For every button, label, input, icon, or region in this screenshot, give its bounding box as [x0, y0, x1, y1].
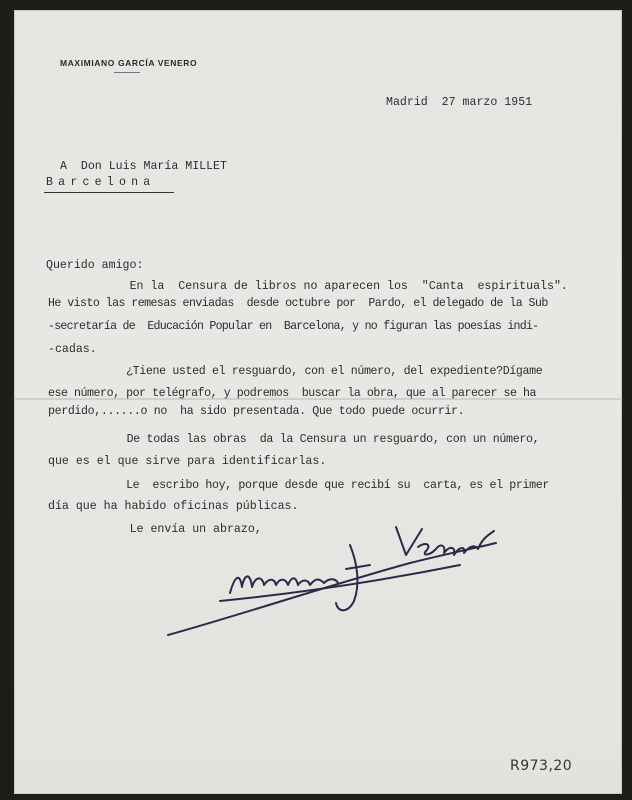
body-line: De todas las obras da la Censura un resguardo, con un número, [60, 433, 540, 446]
body-line: Le envía un abrazo, [60, 523, 262, 536]
body-line: Le escribo hoy, porque desde que recibí su carta, es el primer [60, 479, 549, 492]
letter-paper [14, 10, 622, 794]
salutation: Querido amigo: [46, 259, 144, 272]
body-line: -cadas. [48, 343, 97, 356]
body-line: ¿Tiene usted el resguardo, con el número, del expediente?Dígame [60, 365, 543, 378]
body-line: ese número, por telégrafo, y podremos buscar la obra, que al parecer se ha [48, 387, 537, 400]
place-date: Madrid 27 marzo 1951 [386, 96, 533, 109]
body-line: He visto las remesas enviadas desde octubre por Pardo, el delegado de la Sub [48, 297, 548, 310]
body-line: que es el que sirve para identificarlas. [48, 455, 327, 468]
recipient-underline [44, 192, 174, 193]
letterhead-rule [114, 72, 140, 73]
recipient-city: Barcelona [46, 176, 156, 189]
letterhead: MAXIMIANO GARCÍA VENERO [60, 58, 198, 68]
handwritten-signature [160, 505, 500, 645]
archive-stamp: R973,20 [510, 758, 573, 774]
body-line: día que ha habido oficinas públicas. [48, 500, 299, 513]
body-line: En la Censura de libros no aparecen los "Canta espirituals". [60, 280, 568, 293]
body-line: -secretaría de Educación Popular en Barcelona, y no figuran las poesías indi- [48, 320, 539, 333]
recipient-name: A Don Luis María MILLET [60, 160, 227, 173]
body-line: perdido,......o no ha sido presentada. Que todo puede ocurrir. [48, 405, 465, 418]
